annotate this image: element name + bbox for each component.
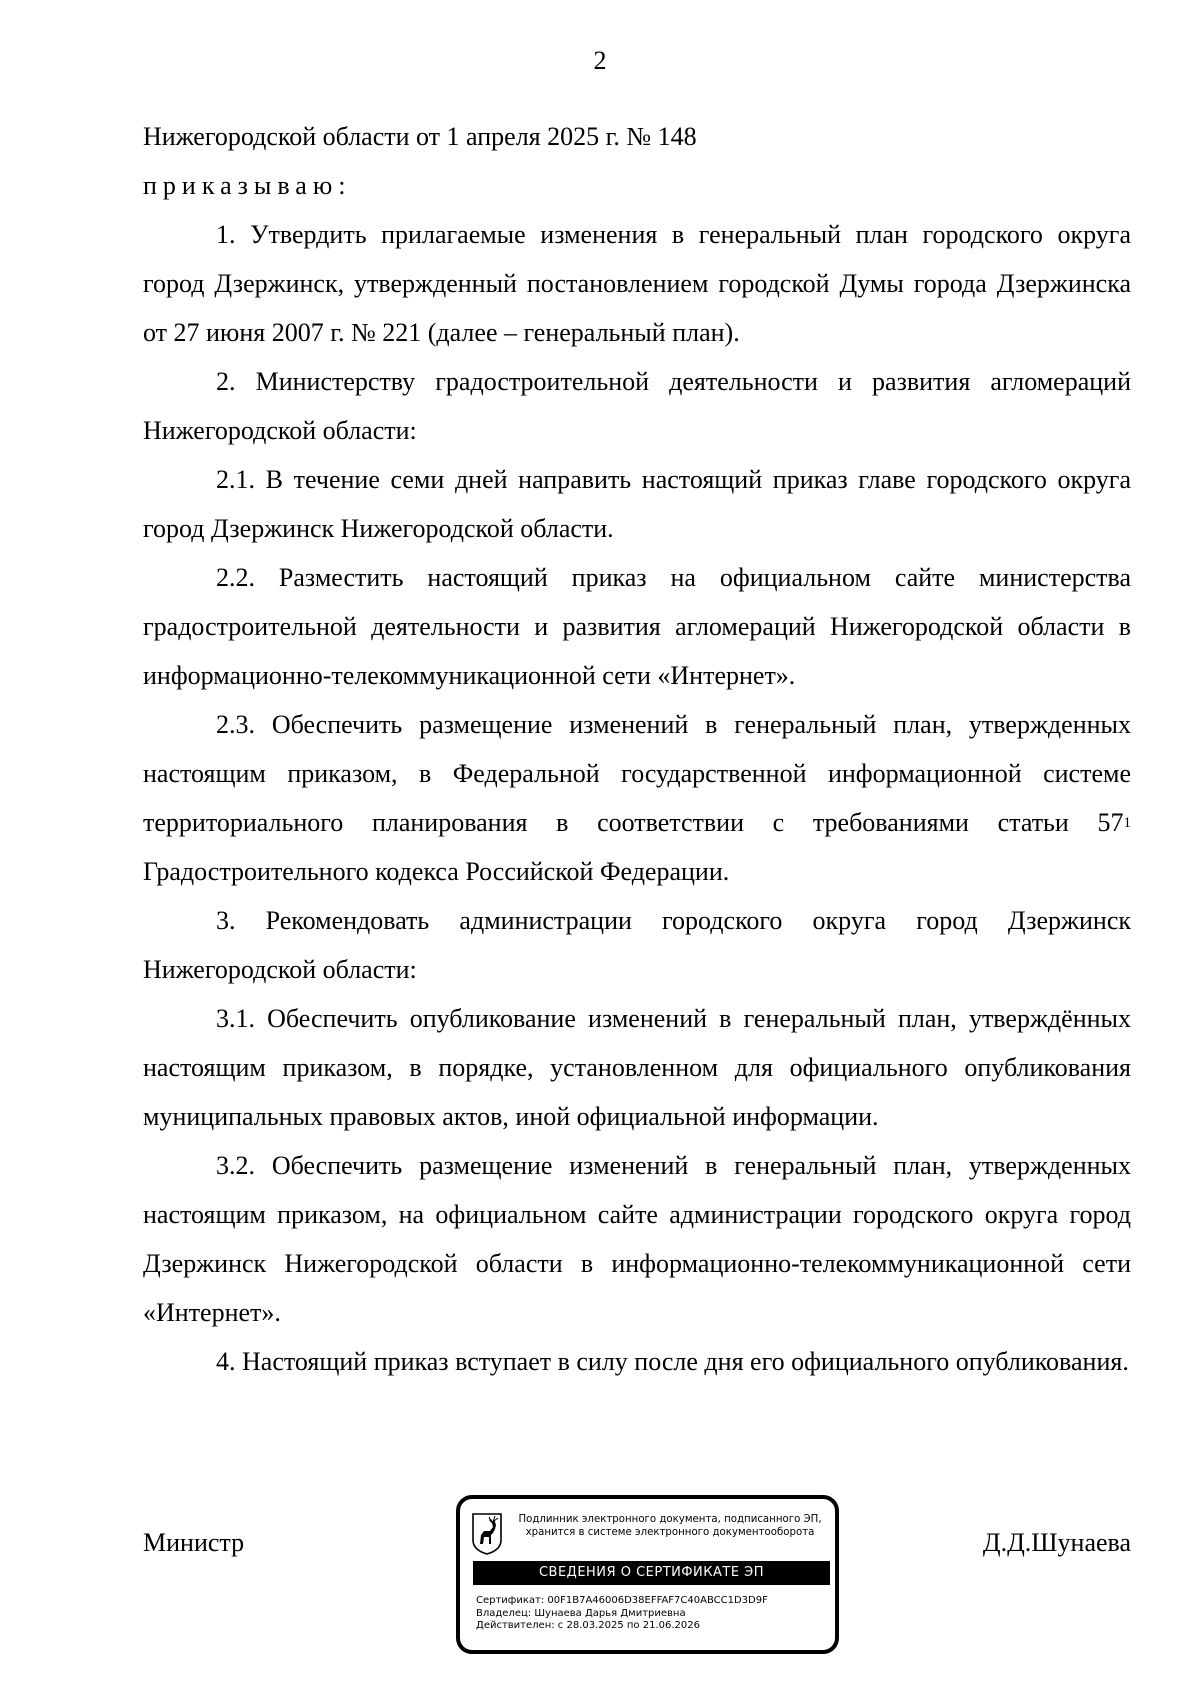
paragraph-2-3-text: 2.3. Обеспечить размещение изменений в генеральный план, утвержденных настоящим приказом, в Федеральной государственной информационной системе территориального планирования в соответствии с требованиями статьи 57	[143, 710, 1131, 837]
paragraph-2-3	[143, 700, 1131, 896]
paragraph-1: 1. Утвердить прилагаемые изменения в генеральный план городского округа город Дзержинск, утвержденный постановлением городской Думы города Дзержинска от 27 июня 2007 г. № 221 (далее – генеральный план).	[143, 220, 1131, 347]
document-body	[143, 112, 1131, 1386]
certificate-banner: СВЕДЕНИЯ О СЕРТИФИКАТЕ ЭП	[473, 1561, 830, 1585]
paragraph-3: 3. Рекомендовать администрации городского округа город Дзержинск Нижегородской области:	[143, 906, 1131, 984]
article-superscript: 1	[1123, 815, 1131, 831]
deer-coat-of-arms-icon	[472, 1513, 502, 1555]
certificate-info	[476, 1595, 831, 1633]
paragraph-4: 4. Настоящий приказ вступает в силу после дня его официального опубликования.	[216, 1347, 1129, 1376]
paragraph-2: 2. Министерству градостроительной деятельности и развития агломераций Нижегородской области:	[143, 367, 1131, 445]
paragraph-2-3-text-end: Градостроительного кодекса Российской Федерации.	[143, 857, 730, 886]
paragraph-3-1: 3.1. Обеспечить опубликование изменений в генеральный план, утверждённых настоящим приказом, в порядке, установленном для официального опубликования муниципальных правовых актов, иной официальной информации.	[143, 1004, 1131, 1131]
order-word: приказываю:	[143, 171, 352, 200]
paragraph-2-1: 2.1. В течение семи дней направить настоящий приказ главе городского округа город Дзержинск Нижегородской области.	[143, 465, 1131, 543]
stamp-header	[510, 1513, 830, 1539]
certificate-owner: Владелец: Шунаева Дарья Дмитриевна	[476, 1607, 686, 1619]
certificate-number: Сертификат: 00F1B7A46006D38EFFAF7C40ABCC1D3D9F	[476, 1595, 768, 1606]
paragraph-2-2: 2.2. Разместить настоящий приказ на официальном сайте министерства градостроительной деятельности и развития агломераций Нижегородской области в информационно-телекоммуникационной сети «Интернет».	[143, 563, 1131, 690]
signatory-name: Д.Д.Шунаева	[982, 1528, 1131, 1557]
certificate-validity: Действителен: с 28.03.2025 по 21.06.2026	[476, 1620, 700, 1631]
paragraph-3-2: 3.2. Обеспечить размещение изменений в генеральный план, утвержденных настоящим приказом, на официальном сайте администрации городского округа город Дзержинск Нижегородской области в информационно-телекоммуникационной сети «Интернет».	[143, 1151, 1131, 1327]
stamp-header-line-2: хранится в системе электронного документооборота	[525, 1527, 815, 1538]
signatory-title: Министр	[143, 1528, 245, 1557]
stamp-header-line-1: Подлинник электронного документа, подписанного ЭП,	[518, 1514, 822, 1525]
text-continuation: Нижегородской области от 1 апреля 2025 г. № 148	[143, 122, 697, 151]
electronic-signature-stamp	[456, 1495, 839, 1654]
page-number: 2	[593, 46, 607, 75]
